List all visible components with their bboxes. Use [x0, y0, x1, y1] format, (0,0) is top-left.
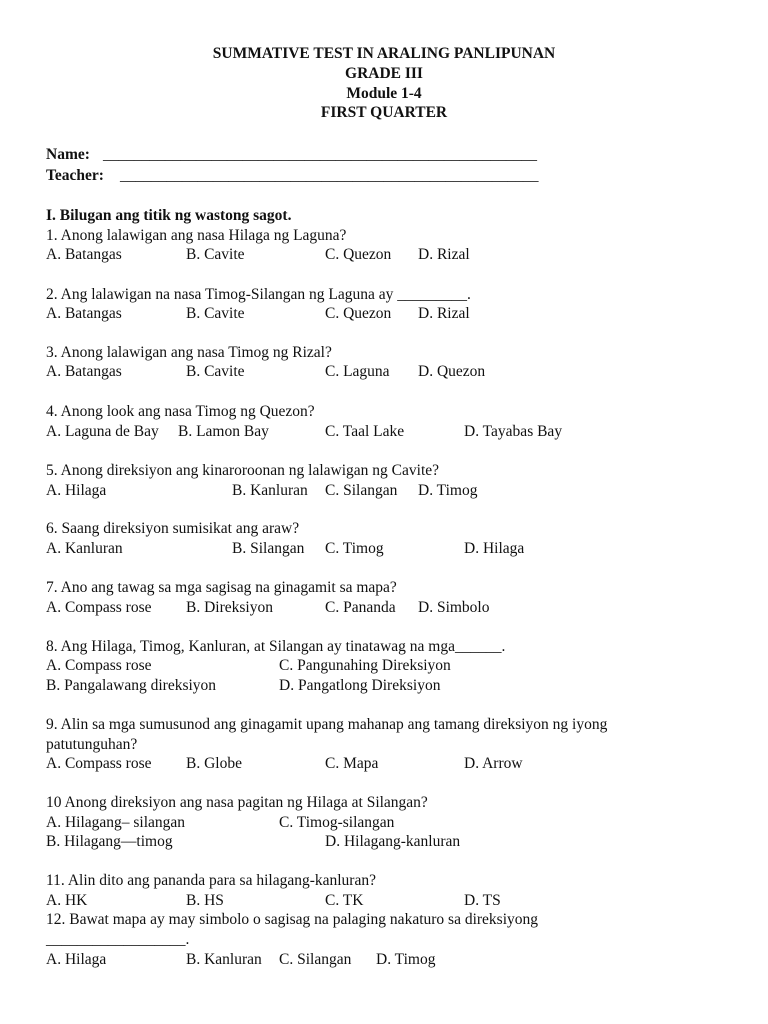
choice-11d[interactable]: D. TS	[464, 892, 501, 909]
choice-2c[interactable]: C. Quezon	[325, 305, 392, 322]
teacher-label: Teacher:	[46, 167, 104, 184]
choice-4a[interactable]: A. Laguna de Bay	[46, 423, 159, 440]
choice-8c[interactable]: C. Pangunahing Direksiyon	[279, 657, 451, 674]
choice-10a[interactable]: A. Hilagang– silangan	[46, 814, 186, 831]
question-5: 5. Anong direksiyon ang kinaroroonan ng lalawigan ng Cavite?	[46, 462, 440, 479]
question-12-blank: __________________.	[46, 931, 190, 948]
choice-9d[interactable]: D. Arrow	[464, 755, 523, 772]
choice-3b[interactable]: B. Cavite	[186, 363, 245, 380]
choice-10d[interactable]: D. Hilagang-kanluran	[325, 833, 461, 850]
question-3: 3. Anong lalawigan ang nasa Timog ng Rizal?	[46, 344, 332, 361]
choice-3c[interactable]: C. Laguna	[325, 363, 390, 380]
choice-12d[interactable]: D. Timog	[376, 951, 436, 968]
question-11: 11. Alin dito ang pananda para sa hilagang-kanluran?	[46, 872, 376, 889]
grade-level: GRADE III	[345, 65, 423, 82]
choice-11b[interactable]: B. HS	[186, 892, 224, 909]
choice-7a[interactable]: A. Compass rose	[46, 599, 152, 616]
choice-11c[interactable]: C. TK	[325, 892, 364, 909]
choice-11a[interactable]: A. HK	[46, 892, 88, 909]
choice-7b[interactable]: B. Direksiyon	[186, 599, 273, 616]
question-10: 10 Anong direksiyon ang nasa pagitan ng Hilaga at Silangan?	[46, 794, 428, 811]
question-8: 8. Ang Hilaga, Timog, Kanluran, at Silangan ay tinatawag na mga______.	[46, 638, 506, 655]
question-7: 7. Ano ang tawag sa mga sagisag na ginagamit sa mapa?	[46, 579, 397, 596]
choice-6d[interactable]: D. Hilaga	[464, 540, 525, 557]
choice-5a[interactable]: A. Hilaga	[46, 482, 107, 499]
choice-1c[interactable]: C. Quezon	[325, 246, 392, 263]
choice-3a[interactable]: A. Batangas	[46, 363, 122, 380]
choice-5b[interactable]: B. Kanluran	[232, 482, 308, 499]
choice-6a[interactable]: A. Kanluran	[46, 540, 123, 557]
choice-9b[interactable]: B. Globe	[186, 755, 242, 772]
choice-6b[interactable]: B. Silangan	[232, 540, 305, 557]
question-1: 1. Anong lalawigan ang nasa Hilaga ng Laguna?	[46, 227, 347, 244]
question-12: 12. Bawat mapa ay may simbolo o sagisag na palaging nakaturo sa direksiyong	[46, 911, 539, 928]
question-9-continued: patutunguhan?	[46, 736, 138, 753]
choice-3d[interactable]: D. Quezon	[418, 363, 486, 380]
choice-9c[interactable]: C. Mapa	[325, 755, 379, 772]
name-field-line[interactable]: ________________________________________________________	[103, 146, 537, 163]
question-6: 6. Saang direksiyon sumisikat ang araw?	[46, 520, 300, 537]
question-9: 9. Alin sa mga sumusunod ang ginagamit upang mahanap ang tamang direksiyon ng iyong	[46, 716, 608, 733]
choice-4c[interactable]: C. Taal Lake	[325, 423, 405, 440]
choice-10c[interactable]: C. Timog-silangan	[279, 814, 395, 831]
quarter: FIRST QUARTER	[320, 104, 448, 121]
choice-12b[interactable]: B. Kanluran	[186, 951, 262, 968]
choice-12a[interactable]: A. Hilaga	[46, 951, 107, 968]
choice-7d[interactable]: D. Simbolo	[418, 599, 490, 616]
choice-8d[interactable]: D. Pangatlong Direksiyon	[279, 677, 441, 694]
choice-8a[interactable]: A. Compass rose	[46, 657, 152, 674]
choice-4d[interactable]: D. Tayabas Bay	[464, 423, 563, 440]
module-range: Module 1-4	[346, 85, 422, 102]
choice-5c[interactable]: C. Silangan	[325, 482, 398, 499]
choice-5d[interactable]: D. Timog	[418, 482, 478, 499]
test-title: SUMMATIVE TEST IN ARALING PANLIPUNAN	[212, 45, 556, 62]
choice-6c[interactable]: C. Timog	[325, 540, 384, 557]
choice-1a[interactable]: A. Batangas	[46, 246, 122, 263]
choice-9a[interactable]: A. Compass rose	[46, 755, 152, 772]
choice-1b[interactable]: B. Cavite	[186, 246, 245, 263]
choice-2a[interactable]: A. Batangas	[46, 305, 122, 322]
choice-7c[interactable]: C. Pananda	[325, 599, 396, 616]
choice-1d[interactable]: D. Rizal	[418, 246, 470, 263]
choice-2b[interactable]: B. Cavite	[186, 305, 245, 322]
section-instruction: I. Bilugan ang titik ng wastong sagot.	[46, 207, 292, 224]
name-label: Name:	[46, 146, 90, 163]
choice-12c[interactable]: C. Silangan	[279, 951, 352, 968]
choice-10b[interactable]: B. Hilagang—timog	[46, 833, 173, 850]
choice-4b[interactable]: B. Lamon Bay	[178, 423, 269, 440]
choice-2d[interactable]: D. Rizal	[418, 305, 470, 322]
question-2: 2. Ang lalawigan na nasa Timog-Silangan ng Laguna ay _________.	[46, 286, 471, 303]
teacher-field-line[interactable]: ______________________________________________________	[120, 167, 539, 184]
question-4: 4. Anong look ang nasa Timog ng Quezon?	[46, 403, 315, 420]
choice-8b[interactable]: B. Pangalawang direksiyon	[46, 677, 217, 694]
